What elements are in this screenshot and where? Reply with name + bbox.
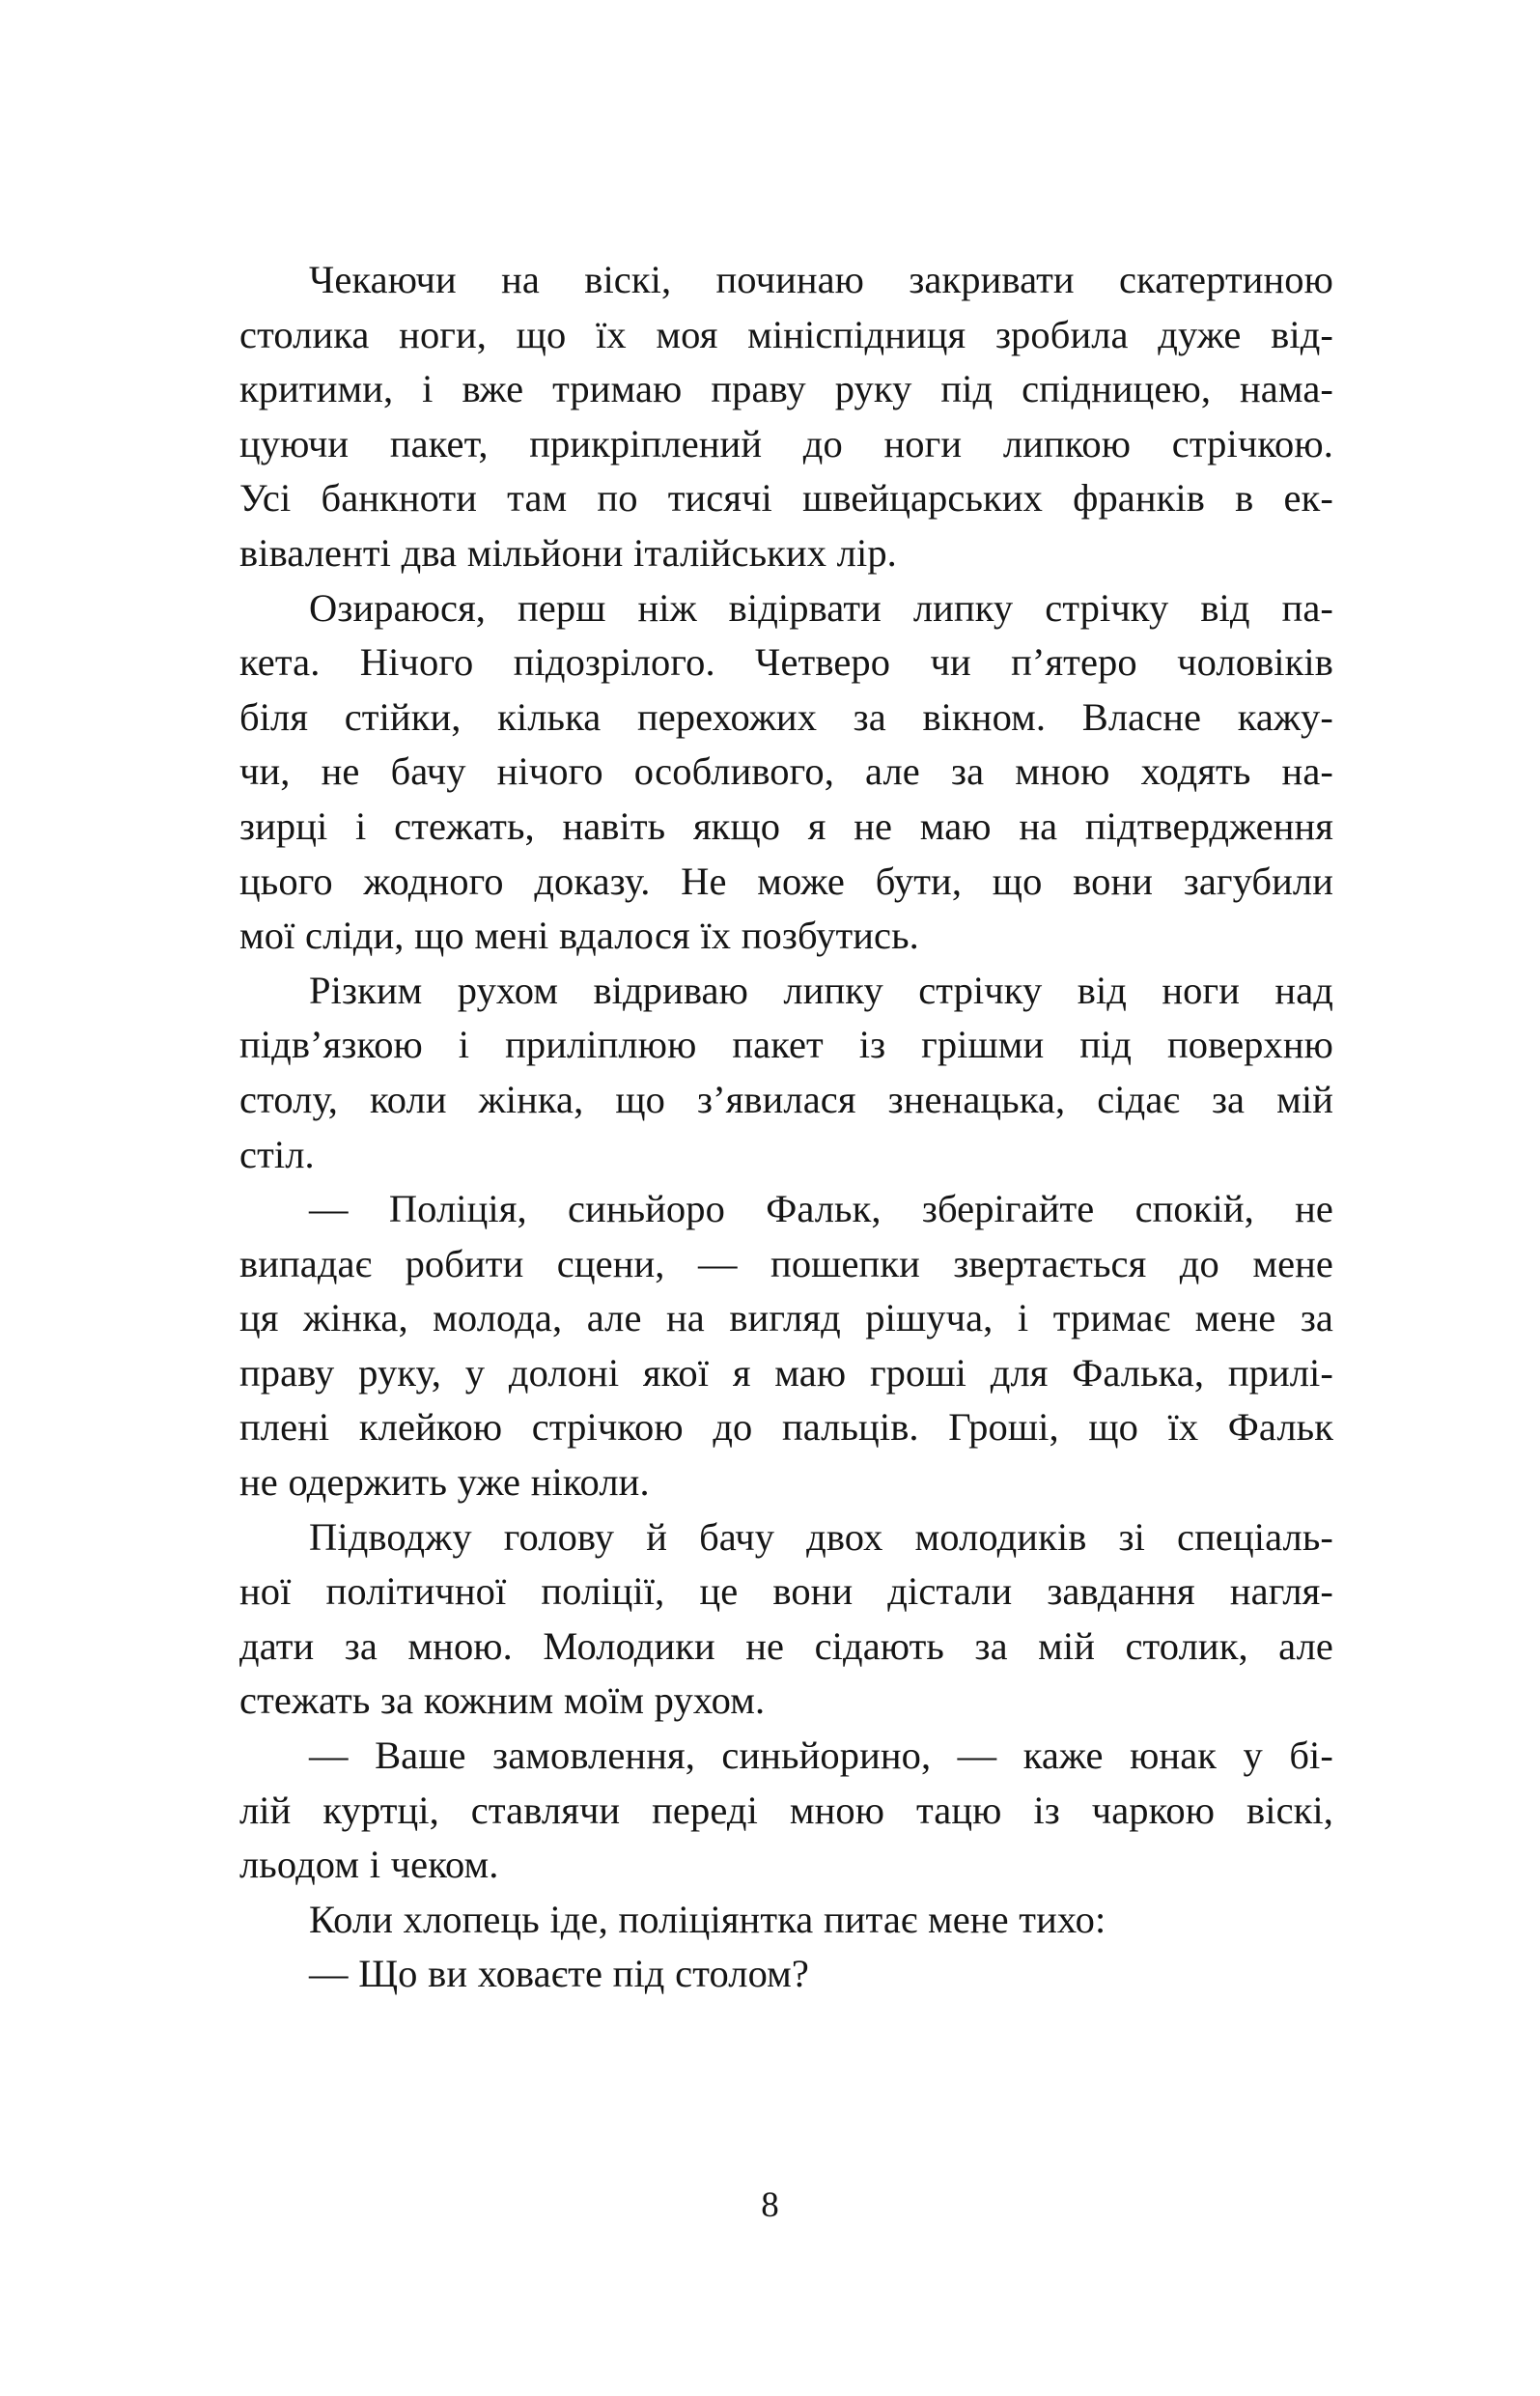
paragraph <box>239 1893 1333 1948</box>
page-text-block <box>239 253 1333 2002</box>
text-line: Підводжу голову й бачу двох молодиків зі спеціаль- <box>309 1514 1333 1559</box>
text-line: дати за мною. Молодики не сідають за мій столик, але <box>239 1623 1333 1668</box>
text-line: — Що ви ховаєте під столом? <box>309 1952 809 1996</box>
text-line: столу, коли жінка, що з’явилася зненацька, сідає за мій <box>239 1077 1333 1121</box>
text-line: цуючи пакет, прикріплений до ноги липкою стрічкою. <box>239 421 1333 465</box>
text-line: випадає робити сцени, — пошепки звертається до мене <box>239 1241 1333 1285</box>
text-line: Усі банкноти там по тисячі швейцарських франків в ек- <box>239 476 1333 521</box>
paragraph <box>239 253 1333 581</box>
text-line: не одержить уже ніколи. <box>239 1460 650 1505</box>
paragraph <box>239 1510 1333 1729</box>
page-number: 8 <box>761 2185 779 2225</box>
paragraph <box>239 581 1333 964</box>
text-line: мої сліди, що мені вдалося їх позбутись. <box>239 914 919 958</box>
text-line: ної політичної поліції, це вони дістали завдання нагля- <box>239 1569 1333 1614</box>
text-line: лій куртці, ставлячи переді мною тацю із чаркою віскі, <box>239 1788 1333 1832</box>
text-line: стіл. <box>239 1132 315 1176</box>
text-line: плені клейкою стрічкою до пальців. Гроші, що їх Фальк <box>239 1405 1333 1450</box>
text-line: Різким рухом відриваю липку стрічку від ноги над <box>309 968 1333 1012</box>
text-line: кета. Нічого підозрілого. Четверо чи п’ятеро чоловіків <box>239 640 1333 685</box>
text-line: Озираюся, перш ніж відірвати липку стрічку від па- <box>309 585 1333 630</box>
text-line: Коли хлопець іде, поліціянтка питає мене тихо: <box>309 1897 1106 1941</box>
text-line: праву руку, у долоні якої я маю гроші для Фалька, прилі- <box>239 1350 1333 1395</box>
text-line: цього жодного доказу. Не може бути, що вони загубили <box>239 859 1333 903</box>
paragraph <box>239 1947 1333 2002</box>
text-line: стежать за кожним моїм рухом. <box>239 1678 766 1723</box>
text-line: біля стійки, кілька перехожих за вікном. Власне кажу- <box>239 694 1333 739</box>
text-line: ця жінка, молода, але на вигляд рішуча, і тримає мене за <box>239 1296 1333 1340</box>
text-line: зирці і стежать, навіть якщо я не маю на підтвердження <box>239 803 1333 848</box>
text-line: — Поліція, синьйоро Фальк, зберігайте спокій, не <box>309 1187 1333 1231</box>
text-line: — Ваше замовлення, синьйорино, — каже юнак у бі- <box>309 1734 1333 1778</box>
text-line: підв’язкою і приліплюю пакет із грішми під поверхню <box>239 1023 1333 1067</box>
text-line: чи, не бачу нічого особливого, але за мною ходять на- <box>239 749 1333 794</box>
paragraph <box>239 1182 1333 1510</box>
text-line: віваленті два мільйони італійських лір. <box>239 530 897 575</box>
text-line: критими, і вже тримаю праву руку під спідницею, нама- <box>239 367 1333 411</box>
text-line: Чекаючи на віскі, починаю закривати скатертиною <box>309 258 1333 301</box>
paragraph <box>239 1729 1333 1893</box>
text-line: столика ноги, що їх моя мініспідниця зробила дуже від- <box>239 312 1333 356</box>
paragraph <box>239 964 1333 1182</box>
text-line: льодом і чеком. <box>239 1843 499 1887</box>
